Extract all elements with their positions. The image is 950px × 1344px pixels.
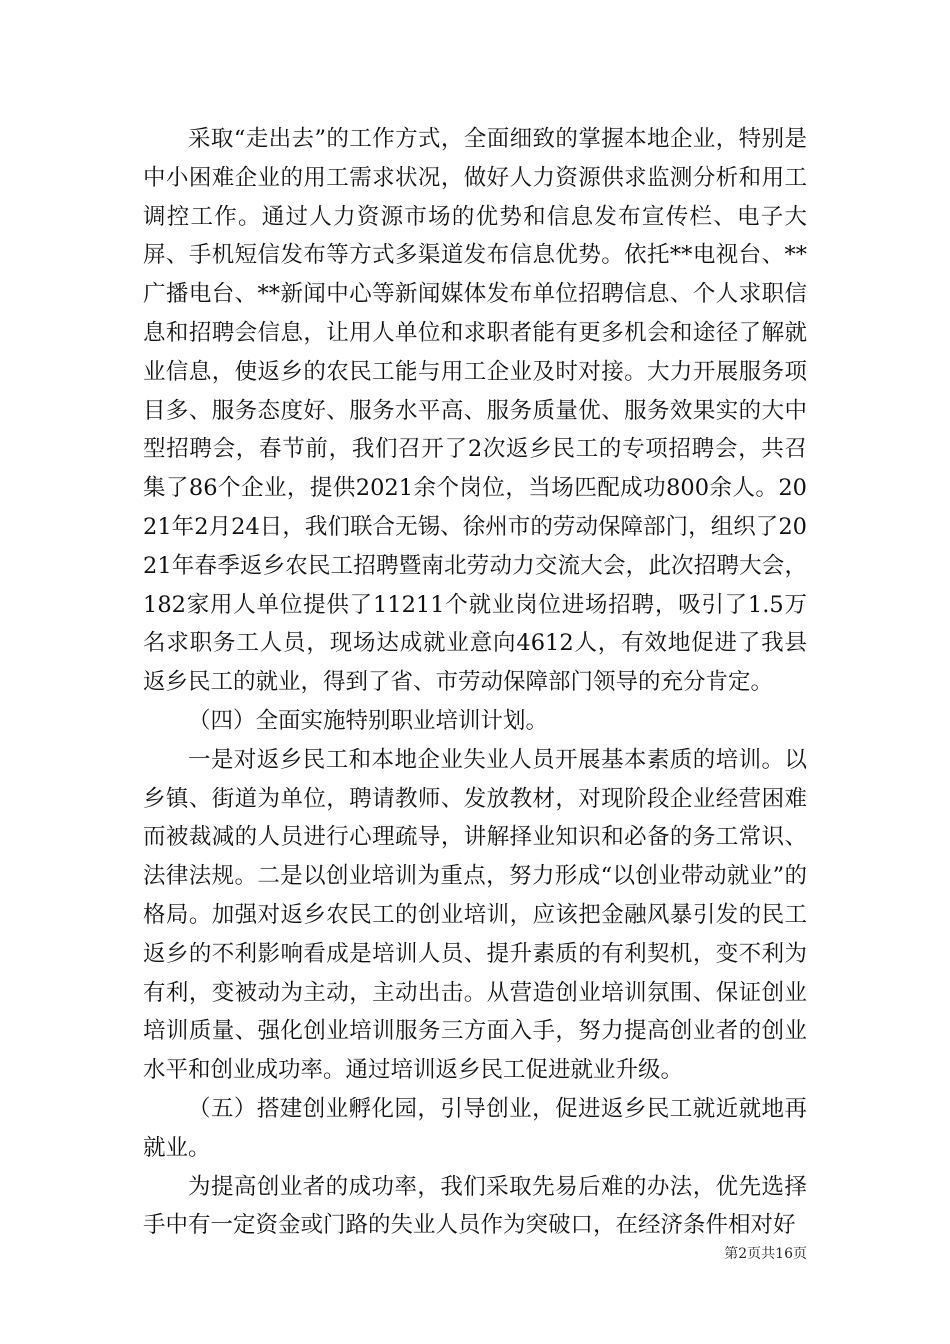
paragraph-incubator: 为提高创业者的成功率，我们采取先易后难的办法，优先选择手中有一定资金或门路的失业人员作为突破口，在经济条件相对好 xyxy=(143,1173,807,1239)
heading-section-four: （四）全面实施特别职业培训计划。 xyxy=(188,707,549,734)
heading-section-five: （五）搭建创业孵化园，引导创业，促进返乡民工就近就地再就业。 xyxy=(143,1095,807,1161)
paragraph-recruitment: 采取“走出去”的工作方式，全面细致的掌握本地企业，特别是中小困难企业的用工需求状况，做好人力资源供求监测分析和用工调控工作。通过人力资源市场的优势和信息发布宣传栏、电子大屏、手机短信发布等方式多渠道发布信息优势。依托**电视台、**广播电台、**新闻中心等新闻媒体发布单位招聘信息、个人求职信息和招聘会信息，让用人单位和求职者能有更多机会和途径了解就业信息，使返乡的农民工能与用工企业及时对接。大力开展服务项目多、服务态度好、服务水平高、服务质量优、服务效果实的大中型招聘会，春节前，我们召开了2次返乡民工的专项招聘会，共召集了86个企业，提供2021余个岗位，当场匹配成功800余人。2021年2月24日，我们联合无锡、徐州市的劳动保障部门，组织了2021年春季返乡农民工招聘暨南北劳动力交流大会，此次招聘大会，182家用人单位提供了11211个就业岗位进场招聘，吸引了1.5万名求职务工人员，现场达成就业意向4612人，有效地促进了我县返乡民工的就业，得到了省、市劳动保障部门领导的充分肯定。 xyxy=(143,126,807,696)
paragraph-training: 一是对返乡民工和本地企业失业人员开展基本素质的培训。以乡镇、街道为单位，聘请教师、发放教材，对现阶段企业经营困难而被裁减的人员进行心理疏导，讲解择业知识和必备的务工常识、法律法规。二是以创业培训为重点，努力形成“以创业带动就业”的格局。加强对返乡农民工的创业培训，应该把金融风暴引发的民工返乡的不利影响看成是培训人员、提升素质的有利契机，变不利为有利，变被动为主动，主动出击。从营造创业培训氛围、保证创业培训质量、强化创业培训服务三方面入手，努力提高创业者的创业水平和创业成功率。通过培训返乡民工促进就业升级。 xyxy=(143,746,807,1084)
page-number: 第2页共16页 xyxy=(724,1246,807,1262)
document-body xyxy=(143,120,807,1245)
